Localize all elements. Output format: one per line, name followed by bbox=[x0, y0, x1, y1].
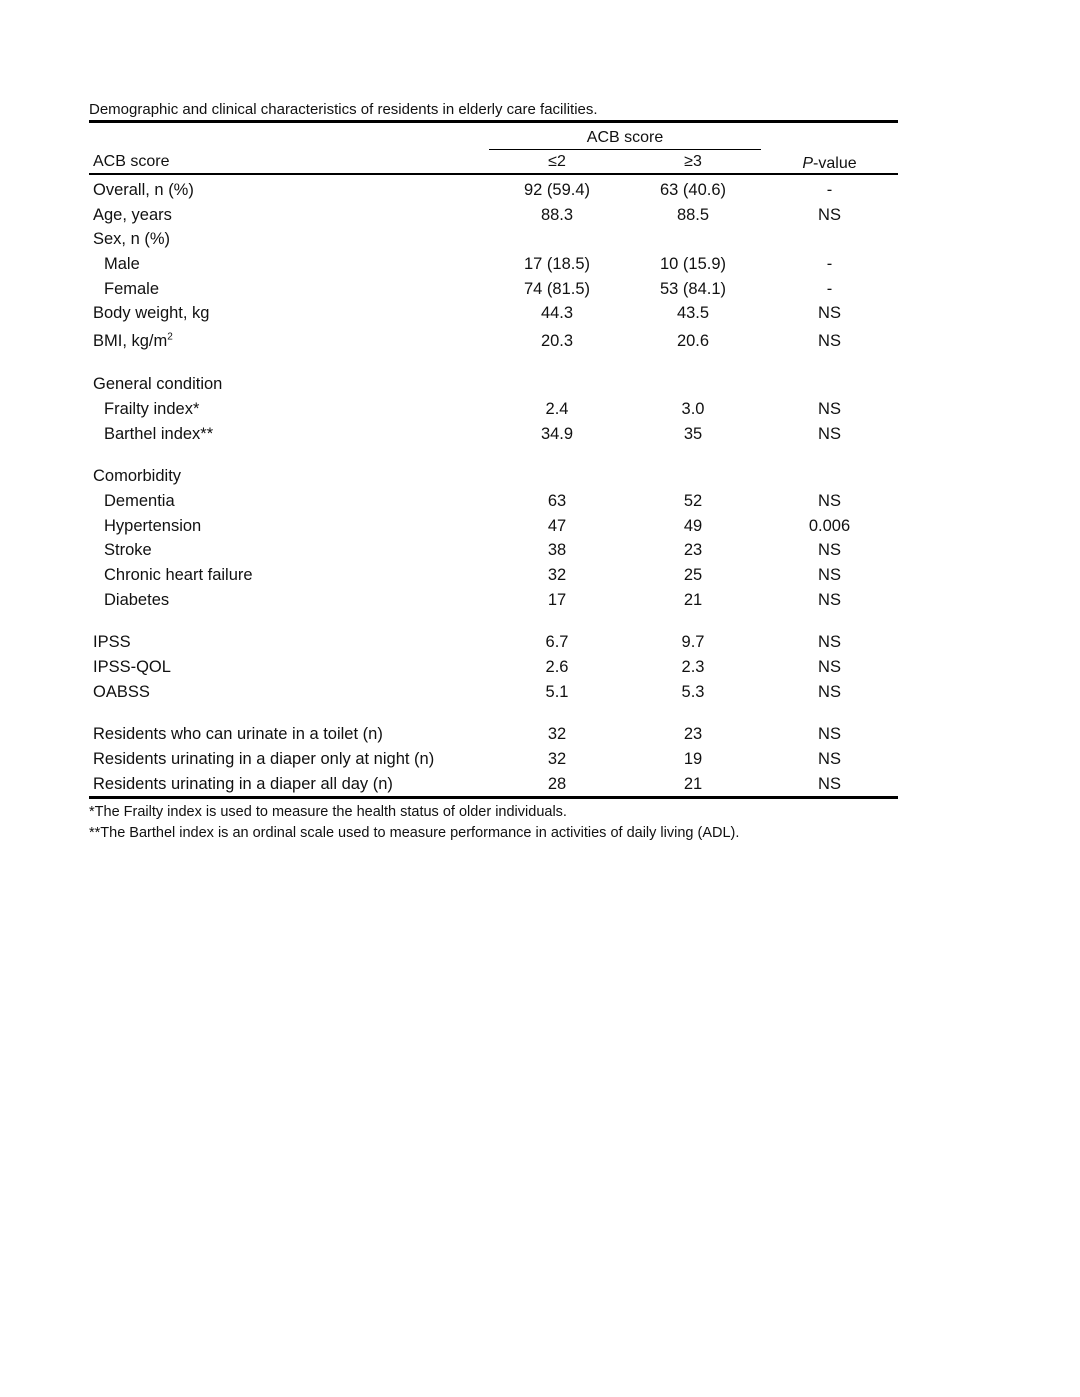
section-gap bbox=[89, 446, 898, 464]
table-row bbox=[89, 301, 898, 326]
cell-high: 20.6 bbox=[676, 332, 710, 351]
cell-p bbox=[761, 372, 898, 397]
table-row bbox=[89, 178, 898, 203]
cell-high bbox=[625, 227, 761, 252]
row-label: Dementia bbox=[104, 491, 175, 510]
cell-p: NS bbox=[818, 750, 841, 769]
row-label: Body weight, kg bbox=[93, 304, 210, 323]
row-label: Residents who can urinate in a toilet (n) bbox=[93, 725, 383, 744]
p-italic: P bbox=[802, 155, 814, 172]
cell-high: 25 bbox=[683, 565, 703, 584]
cell-p: NS bbox=[818, 633, 841, 652]
cell-p: NS bbox=[818, 565, 841, 584]
table-row bbox=[89, 680, 898, 705]
cell-p: NS bbox=[818, 541, 841, 560]
table-row bbox=[89, 722, 898, 747]
cell-p bbox=[761, 464, 898, 489]
cell-low: 32 bbox=[547, 565, 567, 584]
cell-low bbox=[489, 227, 625, 252]
row-label: Hypertension bbox=[104, 516, 202, 535]
footnotes bbox=[89, 799, 898, 844]
p-rest: -value bbox=[813, 155, 857, 172]
table-row bbox=[89, 747, 898, 772]
table-row bbox=[89, 422, 898, 447]
table-row bbox=[89, 489, 898, 514]
cell-low: 28 bbox=[547, 774, 567, 793]
cell-p: - bbox=[826, 255, 833, 274]
cell-p: NS bbox=[818, 682, 841, 701]
row-label: Chronic heart failure bbox=[104, 565, 253, 584]
cell-low bbox=[489, 464, 625, 489]
cell-p: - bbox=[826, 181, 833, 199]
cell-high: 2.3 bbox=[681, 658, 705, 676]
cell-high: 52 bbox=[683, 491, 703, 510]
footnote-barthel: **The Barthel index is an ordinal scale used to measure performance in activities of daily living (ADL). bbox=[89, 825, 740, 842]
cell-p: NS bbox=[818, 304, 841, 323]
table-row bbox=[89, 563, 898, 588]
cell-low: 2.6 bbox=[545, 658, 569, 676]
row-label: Frailty index* bbox=[104, 399, 200, 418]
cell-low: 20.3 bbox=[540, 332, 574, 351]
table-row bbox=[89, 397, 898, 422]
cell-high: 5.3 bbox=[681, 682, 705, 701]
row-label: Female bbox=[104, 279, 160, 298]
cell-p: 0.006 bbox=[808, 516, 851, 535]
cell-p: NS bbox=[818, 399, 841, 418]
cell-p: NS bbox=[818, 332, 841, 351]
cell-low: 32 bbox=[547, 725, 567, 744]
table-caption: Demographic and clinical characteristics of residents in elderly care facilities. bbox=[89, 101, 598, 118]
footnote-frailty: *The Frailty index is used to measure the health status of older individuals. bbox=[89, 804, 567, 821]
row-label: Sex, n (%) bbox=[93, 230, 171, 249]
table-row bbox=[89, 655, 898, 680]
section-label: General condition bbox=[93, 375, 223, 394]
row-header-label: ACB score bbox=[93, 153, 170, 170]
column-header-low: ≤2 bbox=[548, 153, 566, 170]
cell-p: NS bbox=[818, 774, 841, 793]
row-label: Diabetes bbox=[104, 590, 170, 609]
section-label: Comorbidity bbox=[93, 467, 182, 486]
table-row bbox=[89, 227, 898, 252]
cell-high: 10 (15.9) bbox=[659, 255, 727, 274]
cell-low: 6.7 bbox=[545, 633, 569, 652]
cell-low: 88.3 bbox=[540, 205, 574, 224]
cell-low: 92 (59.4) bbox=[523, 181, 591, 199]
cell-high bbox=[625, 372, 761, 397]
cell-high: 43.5 bbox=[676, 304, 710, 323]
cell-high: 35 bbox=[683, 424, 703, 443]
cell-high: 88.5 bbox=[676, 205, 710, 224]
table-row bbox=[89, 252, 898, 277]
table-row bbox=[89, 514, 898, 539]
cell-low: 44.3 bbox=[540, 304, 574, 323]
spanning-header-rule bbox=[489, 149, 761, 150]
table-row bbox=[89, 464, 898, 489]
table-row bbox=[89, 277, 898, 302]
cell-high: 3.0 bbox=[681, 399, 705, 418]
cell-low: 34.9 bbox=[540, 424, 574, 443]
cell-low: 63 bbox=[547, 491, 567, 510]
section-gap bbox=[89, 704, 898, 722]
cell-low: 17 (18.5) bbox=[523, 255, 591, 274]
row-label: Male bbox=[104, 255, 140, 274]
bmi-label-superscript: 2 bbox=[167, 331, 173, 343]
cell-p: NS bbox=[818, 205, 841, 224]
table-row bbox=[89, 326, 898, 354]
bmi-label-text: BMI, kg/m bbox=[93, 332, 168, 351]
cell-high: 19 bbox=[683, 750, 703, 769]
cell-p: NS bbox=[818, 491, 841, 510]
section-gap bbox=[89, 354, 898, 372]
row-label: IPSS-QOL bbox=[93, 658, 171, 676]
table-header bbox=[89, 123, 898, 173]
cell-low bbox=[489, 372, 625, 397]
cell-high: 9.7 bbox=[681, 633, 705, 652]
row-label: Stroke bbox=[104, 541, 152, 560]
cell-high: 53 (84.1) bbox=[659, 279, 727, 298]
table-body bbox=[89, 175, 898, 796]
cell-high: 23 bbox=[683, 541, 703, 560]
section-gap bbox=[89, 612, 898, 630]
cell-high: 21 bbox=[683, 774, 703, 793]
spanning-header-label: ACB score bbox=[586, 129, 664, 146]
cell-low: 74 (81.5) bbox=[523, 279, 591, 298]
table-row bbox=[89, 772, 898, 797]
table-row bbox=[89, 630, 898, 655]
cell-high: 21 bbox=[683, 590, 703, 609]
row-label: Residents urinating in a diaper all day (n) bbox=[93, 774, 393, 793]
table-document bbox=[89, 100, 898, 844]
cell-high: 23 bbox=[683, 725, 703, 744]
cell-low: 47 bbox=[547, 516, 567, 535]
cell-high bbox=[625, 464, 761, 489]
cell-high: 63 (40.6) bbox=[659, 181, 727, 199]
cell-low: 2.4 bbox=[545, 399, 569, 418]
table-row bbox=[89, 588, 898, 613]
table-row bbox=[89, 203, 898, 228]
row-label: Overall, n (%) bbox=[93, 181, 194, 199]
cell-low: 32 bbox=[547, 750, 567, 769]
cell-low: 38 bbox=[547, 541, 567, 560]
cell-p: NS bbox=[818, 424, 841, 443]
row-label bbox=[89, 326, 489, 354]
cell-p: NS bbox=[818, 590, 841, 609]
column-header-high: ≥3 bbox=[684, 153, 702, 170]
row-label: IPSS bbox=[93, 633, 131, 652]
cell-p: - bbox=[826, 279, 833, 298]
cell-low: 17 bbox=[547, 590, 567, 609]
row-label: Barthel index** bbox=[104, 424, 214, 443]
cell-p: NS bbox=[818, 658, 841, 676]
cell-low: 5.1 bbox=[545, 682, 569, 701]
cell-high: 49 bbox=[683, 516, 703, 535]
row-label: Age, years bbox=[93, 205, 172, 224]
cell-p bbox=[761, 227, 898, 252]
column-header-p-value bbox=[761, 155, 898, 173]
table-row bbox=[89, 372, 898, 397]
row-label: Residents urinating in a diaper only at night (n) bbox=[93, 750, 435, 769]
cell-p: NS bbox=[818, 725, 841, 744]
row-label: OABSS bbox=[93, 682, 150, 701]
table-row bbox=[89, 538, 898, 563]
